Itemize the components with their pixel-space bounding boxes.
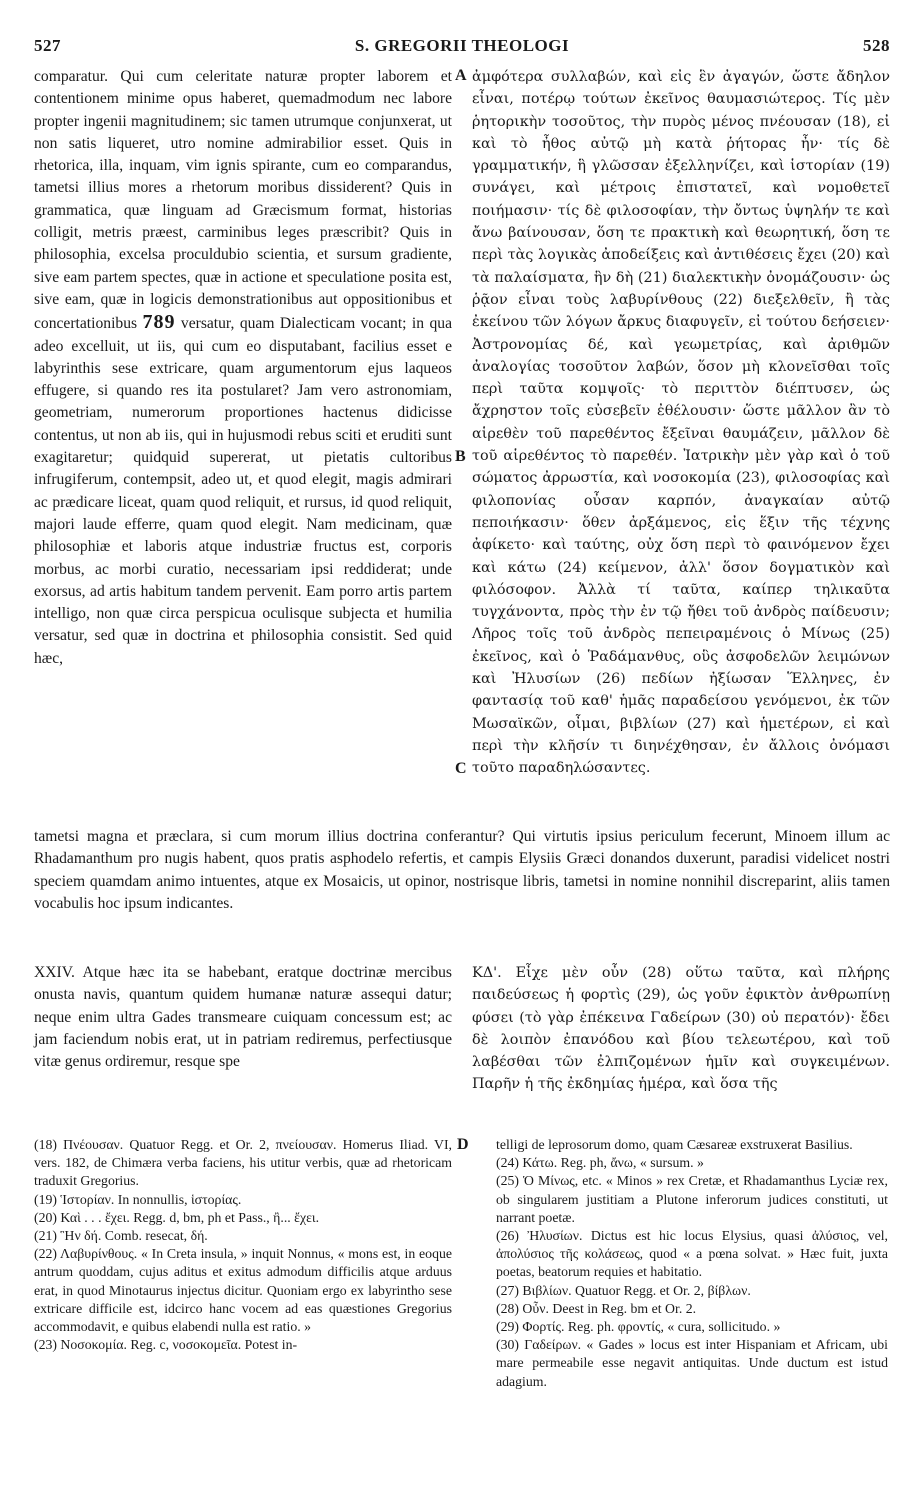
footnote: (20) Καὶ . . . ἔχει. Regg. d, bm, ph et Pass., ἢ... ἔχει. (34, 1209, 320, 1225)
latin-text-lower: XXIV. Atque hæc ita se habebant, eratque doctrinæ mercibus onusta navis, quantum quidem humanæ naturæ assequi datur; neque enim ultra Gades transmeare cuiquam concessum est; ac jam faciendum nobis erat, ut in patriam rediremus, perfectiusque vitæ genus ordiremur, resque spe (34, 964, 452, 1071)
section-marker-d: D (457, 1136, 469, 1153)
footnote: (22) Λαβυρίνθους. « In Creta insula, » inquit Nonnus, « mons est, in eoque antrum quoddam, cujus aditus et exitus admodum difficilis atque arduus erat, in quod Minotaurus injectus dicitur. Quoniam ergo ex labyrintho sese extricare difficile est, idcirco hanc vocem ad eas quæstiones Gregorius accommodavit, e quibus elabendi nulla est ratio. » (34, 1246, 452, 1335)
footnote: (18) Πνέουσαν. Quatuor Regg. et Or. 2, πνείουσαν. Homerus Iliad. VI, vers. 182, de Chimæra verba faciens, his utitur verbis, quæ ad rhetoricam traduxit Gregorius. (34, 1137, 452, 1189)
latin-text-part-1: comparatur. Qui cum celeritate naturæ propter laborem et contentionem minime opus haberet, quemadmodum nec labore propter ingenii magnitudinem; sic tamen utrumque conjunxerat, ut non satis liqueret, utro nomine admirabilior esset. Quis in rhetorica, illa, inquam, vim ignis spirante, cum eo comparandus, tametsi illius mores a rhetorum moribus dissiderent? Quis in grammatica, quæ linguam ad Græcismum format, historias colligit, metris præest, carminibus leges præscribit? Quis in philosophia, excelsa proculdubio scientia, et sursum gradiente, sive eam partem spectes, quæ in actione et speculatione posita est, sive eam, quæ in logicis demonstrationibus aut oppositionibus et concertationibus (34, 68, 452, 333)
footnotes-right (496, 1136, 888, 1391)
latin-full-width (34, 826, 890, 915)
footnote: telligi de leprosorum domo, quam Cæsareæ exstruxerat Basilius. (496, 1137, 853, 1152)
footnote: (24) Κάτω. Reg. ph, ἄνω, « sursum. » (496, 1155, 704, 1171)
footnote: (30) Γαδείρων. « Gades » locus est inter Hispaniam et Africam, ubi mare permeabile esse negavit antiquitas. Unde ductum est istud adagium. (496, 1337, 888, 1389)
footnote: (25) Ὁ Μίνως, etc. « Minos » rex Cretæ, et Rhadamanthus Lyciæ rex, ob singularem justitiam a Plutone inferorum judices constituti, ut narrant poetæ. (496, 1173, 888, 1225)
footnote: (27) Βιβλίων. Quatuor Regg. et Or. 2, βίβλων. (496, 1282, 751, 1298)
section-marker-a: A (455, 67, 467, 84)
section-marker-c: C (455, 760, 467, 777)
column-number: 789 (142, 311, 176, 334)
greek-column-lower (472, 962, 890, 1096)
footnote: (26) Ἠλυσίων. Dictus est hic locus Elysius, quasi ἀλύσιος, vel, ἀπολύσιος τῆς κολάσεως, quod « a pœna solvat. » Hæc fuit, juxta poetas, beatorum requies et habitatio. (496, 1228, 888, 1280)
running-title: S. GREGORII THEOLOGI (354, 36, 570, 55)
greek-text-upper: ἀμφότερα συλλαβών, καὶ εἰς ἓν ἀγαγών, ὥστε ἄδηλον εἶναι, ποτέρῳ τούτων ἐκεῖνος θαυμασιώτερος. Τίς μὲν ῥητορικὴν τοσοῦτος, τὴν πυρὸς μένος πνέουσαν (18), εἰ καὶ τὸ ἦθος αὐτῷ μὴ κατὰ ῥήτορας ἦν· τίς δὲ γραμματικήν, ἣ γλῶσσαν ἐξελληνίζει, καὶ ἱστορίαν (19) συνάγει, καὶ μέτροις ἐπιστατεῖ, καὶ νομοθετεῖ ποιήμασιν· τίς δὲ φιλοσοφίαν, τὴν ὄντως ὑψηλήν τε καὶ ἄνω βαίνουσαν, ὅση τε πρακτικὴ καὶ θεωρητική, ὅση τε περὶ τὰς λογικὰς ἀποδείξεις καὶ ἀντιθέσεις ἔχει (20) καὶ τὰ παλαίσματα, ἣν δὴ (21) διαλεκτικὴν ὀνομάζουσιν· ὡς ῥᾷον εἶναι τοὺς λαβυρίνθους (22) διεξελθεῖν, ἢ τὰς ἐκείνου τῶν λόγων ἄρκυς διαφυγεῖν, εἰ τούτου δεήσειεν· Ἀστρονομίας δέ, καὶ γεωμετρίας, καὶ ἀριθμῶν ἀναλογίας τοσοῦτον λαβών, ὅσον μὴ κλονεῖσθαι τοῖς περὶ ταῦτα κομψοῖς· τὸ περιττὸν διέπτυσεν, ὡς ἄχρηστον τοῖς εὐσεβεῖν ἐθέλουσιν· ὥστε μᾶλλον ἂν τὸ αἱρεθὲν τοῦ παρεθέντος ἔξεῖναι θαυμάζειν, μᾶλλον δὲ τοῦ αἱρεθέντος τὸ παρεθέν. Ἰατρικὴν μὲν γὰρ καὶ ὁ τοῦ σώματος ἀρρωστία, καὶ νοσοκομία (23), φιλοσοφίας καὶ φιλοπονίας οὖσαν καρπόν, ἀναγκαίαν αὐτῷ πεποιήκασιν· ὅθεν ἀρξάμενος, εἰς ἕξιν τῆς τέχνης ἀφίκετο· καὶ ταύτης, οὐχ ὅση περὶ τὸ φαινόμενον ἔχει καὶ κάτω (24) κείμενον, ἀλλ' ὅσον δογματικὸν καὶ φιλόσοφον. Ἀλλὰ τί ταῦτα, καίπερ τηλικαῦτα τυγχάνοντα, πρὸς τὴν ἐν τῷ ἤθει τοῦ ἀνδρὸς παίδευσιν; Λῆρος τοῖς τοῦ ἀνδρὸς πεπειραμένοις ὁ Μίνως (25) ἐκεῖνος, καὶ ὁ Ῥαδάμανθυς, οὓς ἀσφοδελῶν λειμώνων καὶ Ἠλυσίων (26) πεδίων ἠξίωσαν Ἕλληνες, ἐν φαντασίᾳ τοῦ καθ' ἡμᾶς παραδείσου γενόμενοι, ἐκ τῶν Μωσαϊκῶν, οἶμαι, βιβλίων (27) καὶ ἡμετέρων, εἰ καὶ περὶ τὴν κλῆσίν τι διηνέχθησαν, ἐν ἄλλοις ὀνόμασι τοῦτο παραδηλώσαντες. (472, 69, 890, 777)
latin-text-part-2: versatur, quam Dialecticam vocant; in qua adeo excelluit, ut iis, qui cum eo disputabant, facilius esset e labyrinthis sese extricare, quam argumentorum ejus laqueos effugere, si quando res ita postularet? Jam vero astronomiam, geometriam, numerorum proportiones hactenus didicisse contentus, ut non ab iis, qui in hujusmodi rebus sciti et eruditi sunt exagitaretur; quidquid supererat, ut pietatis cultoribus infrugiferum, contempsit, adeo ut, et quod elegit, magis admirari ac prædicare liceat, quam quod reliquit, et rursus, id quod reliquit, majori laude efferre, quam quod elegit. Nam medicinam, quæ philosophiæ et laboris atque industriæ fructus est, corporis morbus, ac morbi curatio, necessariam ipsi reddiderat; unde exorsus, ad artis habitum tandem pervenit. Eam porro artis partem intelligo, non quæ circa perspicua oculisque subjecta et humilia versatur, sed quæ in doctrina et philosophia consistit. Sed quid hæc, (34, 315, 452, 667)
footnote: (29) Φορτίς. Reg. ph. φροντίς, « cura, sollicitudo. » (496, 1319, 781, 1335)
page-number-left: 527 (34, 36, 61, 55)
latin-column-upper (34, 66, 452, 670)
footnote: (21) Ἣν δή. Comb. resecat, δή. (34, 1228, 208, 1244)
greek-text-lower: ΚΔ'. Εἶχε μὲν οὖν (28) οὕτω ταῦτα, καὶ πλήρης παιδεύσεως ἡ φορτὶς (29), ὡς γοῦν ἐφικτὸν ἀνθρωπίνῃ φύσει (τὸ γὰρ ἐπέκεινα Γαδείρων (30) οὐ περατόν)· ἔδει δὲ λοιπὸν ἐπανόδου καὶ βίου τελεωτέρου, καὶ τοῦ λαβέσθαι τῶν ἐλπιζομένων ἡμῖν καὶ συγκειμένων. Παρῆν ἡ τῆς ἐκδημίας ἡμέρα, καὶ ὅσα τῆς (472, 965, 890, 1093)
page-number-right: 528 (863, 36, 890, 55)
latin-column-lower (34, 962, 452, 1073)
footnote: (23) Νοσοκομία. Reg. c, νοσοκομεῖα. Potest in- (34, 1337, 298, 1353)
running-header (34, 36, 890, 60)
section-marker-b: B (455, 448, 466, 465)
greek-column-upper (472, 66, 890, 780)
footnote: (28) Οὖν. Deest in Reg. bm et Or. 2. (496, 1300, 697, 1316)
footnote: (19) Ἱστορίαν. In nonnullis, ἱστορίας. (34, 1191, 242, 1207)
latin-text-full: tametsi magna et præclara, si cum morum illius doctrina conferantur? Qui virtutis ipsius periculum fecerunt, Minoem illum ac Rhadamanthum pro nugis habent, quos pratis asphodelo refertis, et campis Elysiis Græci donandos duxerunt, paradisi videlicet nostri speciem quamdam animo intuentes, atque ex Mosaicis, ut opinor, nostrisque libris, tametsi in nomine nonnihil discreparint, aliis tamen vocabulis hoc ipsum indicantes. (34, 828, 890, 912)
footnotes-left (34, 1136, 452, 1354)
